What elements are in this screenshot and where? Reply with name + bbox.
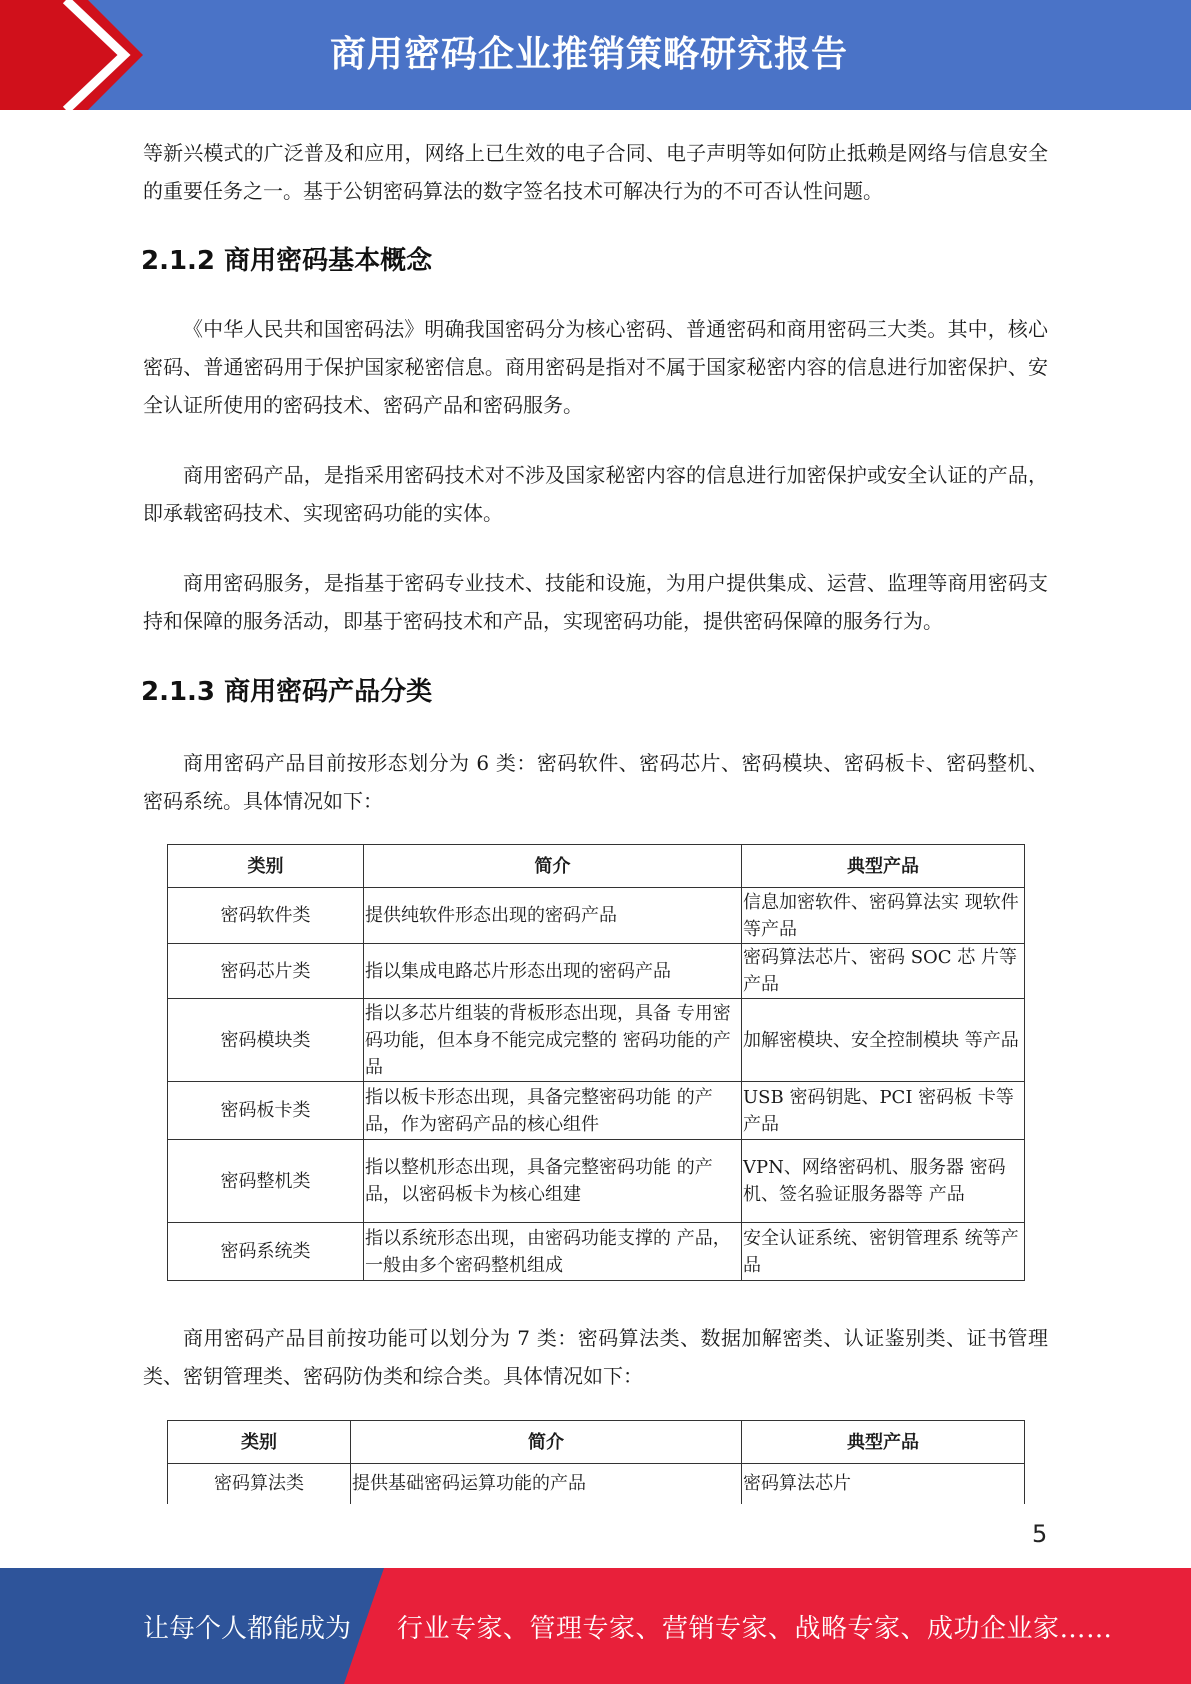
table-cell-category: 密码芯片类 bbox=[168, 944, 364, 999]
table-cell-summary: 指以系统形态出现，由密码功能支撑的 产品，一般由多个密码整机组成 bbox=[364, 1223, 742, 1281]
table-cell-summary: 提供基础密码运算功能的产品 bbox=[351, 1464, 742, 1504]
table-header-cell: 典型产品 bbox=[742, 1421, 1025, 1464]
table-header-cell: 类别 bbox=[168, 845, 364, 888]
report-title: 商用密码企业推销策略研究报告 bbox=[330, 34, 849, 75]
table-cell-products: 信息加密软件、密码算法实 现软件等产品 bbox=[742, 888, 1025, 944]
footer-slogan-right: 行业专家、管理专家、营销专家、战略专家、成功企业家…… bbox=[397, 1614, 1113, 1644]
table-cell-products: VPN、网络密码机、服务器 密码机、签名验证服务器等 产品 bbox=[742, 1140, 1025, 1223]
paragraph-crypto-law: 《中华人民共和国密码法》明确我国密码分为核心密码、普通密码和商用密码三大类。其中，核心密码、普通密码用于保护国家秘密信息。商用密码是指对不属于国家秘密内容的信息进行加密保护、安全认证所使用的密码技术、密码产品和密码服务。 bbox=[143, 317, 1048, 417]
table-cell-category: 密码算法类 bbox=[168, 1464, 351, 1504]
table-cell-products: 密码算法芯片、密码 SOC 芯 片等产品 bbox=[742, 944, 1025, 999]
table-row bbox=[168, 1223, 1025, 1281]
footer-slogan-left: 让每个人都能成为 bbox=[143, 1614, 352, 1644]
page-number: 5 bbox=[1032, 1520, 1048, 1548]
table-row bbox=[168, 1082, 1025, 1140]
paragraph-function-categories: 商用密码产品目前按功能可以划分为 7 类：密码算法类、数据加解密类、认证鉴别类、证书管理类、密钥管理类、密码防伪类和综合类。具体情况如下： bbox=[143, 1326, 1048, 1388]
table-cell-summary: 指以整机形态出现，具备完整密码功能 的产品，以密码板卡为核心组建 bbox=[364, 1140, 742, 1223]
table-cell-products: USB 密码钥匙、PCI 密码板 卡等产品 bbox=[742, 1082, 1025, 1140]
table-header-cell: 简介 bbox=[364, 845, 742, 888]
table-header-row bbox=[168, 845, 1025, 888]
section-heading-2-1-2: 2.1.2 商用密码基本概念 bbox=[141, 246, 433, 276]
table-cell-summary: 提供纯软件形态出现的密码产品 bbox=[364, 888, 742, 944]
paragraph-crypto-product: 商用密码产品，是指采用密码技术对不涉及国家秘密内容的信息进行加密保护或安全认证的产品，即承载密码技术、实现密码功能的实体。 bbox=[143, 463, 1048, 525]
paragraph-intro: 等新兴模式的广泛普及和应用，网络上已生效的电子合同、电子声明等如何防止抵赖是网络与信息安全的重要任务之一。基于公钥密码算法的数字签名技术可解决行为的不可否认性问题。 bbox=[143, 141, 1048, 203]
paragraph-form-categories: 商用密码产品目前按形态划分为 6 类：密码软件、密码芯片、密码模块、密码板卡、密码整机、密码系统。具体情况如下： bbox=[143, 751, 1048, 813]
table-cell-summary: 指以集成电路芯片形态出现的密码产品 bbox=[364, 944, 742, 999]
table-cell-summary: 指以板卡形态出现，具备完整密码功能 的产品，作为密码产品的核心组件 bbox=[364, 1082, 742, 1140]
footer-banner bbox=[0, 1568, 1191, 1684]
table-row bbox=[168, 999, 1025, 1082]
table-header-row bbox=[168, 1421, 1025, 1464]
table-row bbox=[168, 1140, 1025, 1223]
table-cell-products: 加解密模块、安全控制模块 等产品 bbox=[742, 999, 1025, 1082]
table-header-cell: 简介 bbox=[351, 1421, 742, 1464]
table-cell-category: 密码软件类 bbox=[168, 888, 364, 944]
table-cell-category: 密码模块类 bbox=[168, 999, 364, 1082]
header-arrow-icon bbox=[0, 0, 160, 110]
table-header-cell: 类别 bbox=[168, 1421, 351, 1464]
table-cell-category: 密码系统类 bbox=[168, 1223, 364, 1281]
paragraph-crypto-service: 商用密码服务，是指基于密码专业技术、技能和设施，为用户提供集成、运营、监理等商用密码支持和保障的服务活动，即基于密码技术和产品，实现密码功能，提供密码保障的服务行为。 bbox=[143, 571, 1048, 633]
form-category-table bbox=[167, 844, 1025, 1281]
section-heading-2-1-3: 2.1.3 商用密码产品分类 bbox=[141, 677, 433, 707]
table-cell-products: 安全认证系统、密钥管理系 统等产品 bbox=[742, 1223, 1025, 1281]
table-cell-category: 密码板卡类 bbox=[168, 1082, 364, 1140]
header-banner bbox=[0, 0, 1191, 110]
table-cell-products: 密码算法芯片 bbox=[742, 1464, 1025, 1504]
table-row bbox=[168, 1464, 1025, 1504]
table-row bbox=[168, 944, 1025, 999]
table-header-cell: 典型产品 bbox=[742, 845, 1025, 888]
table-cell-category: 密码整机类 bbox=[168, 1140, 364, 1223]
function-category-table bbox=[167, 1420, 1025, 1504]
table-cell-summary: 指以多芯片组装的背板形态出现，具备 专用密码功能，但本身不能完成完整的 密码功能的产品 bbox=[364, 999, 742, 1082]
table-row bbox=[168, 888, 1025, 944]
